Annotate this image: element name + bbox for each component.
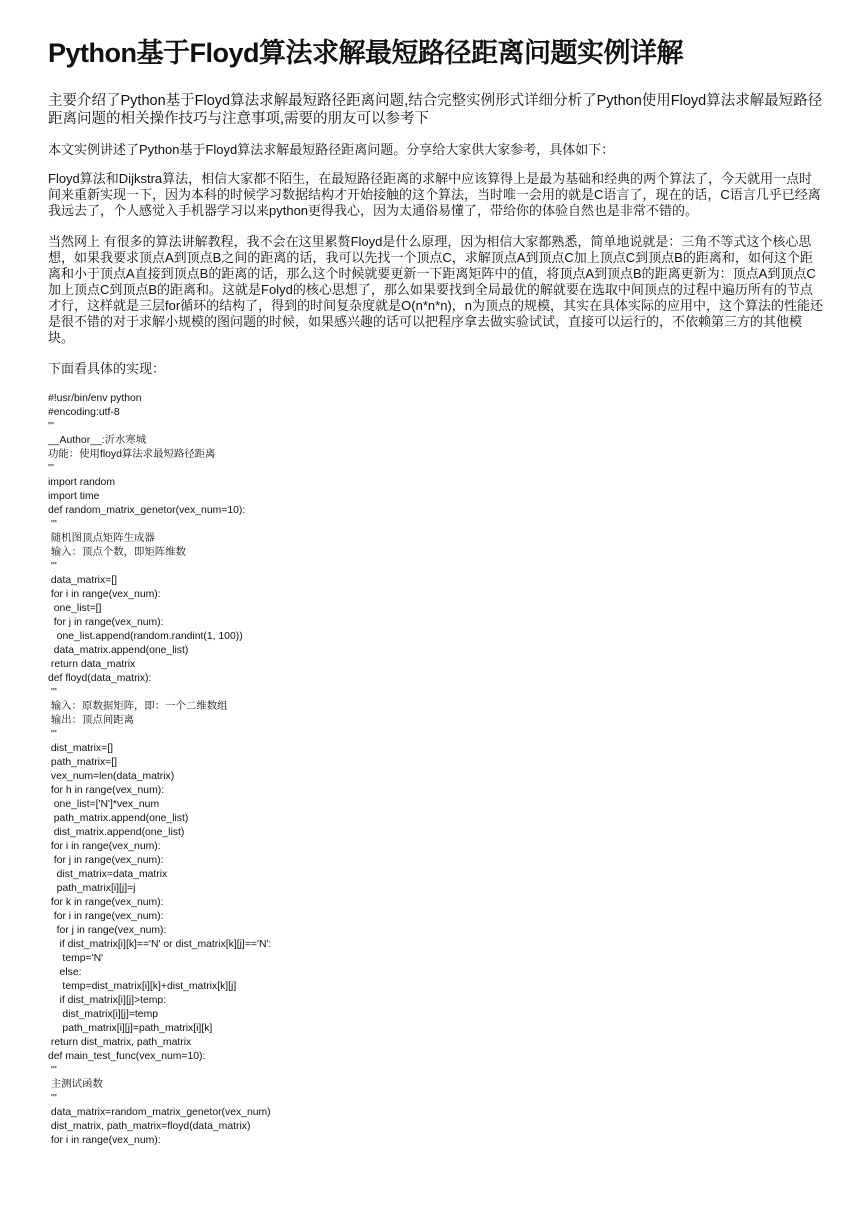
code-line: data_matrix=[] [48, 575, 118, 586]
body-paragraph: 当然网上 有很多的算法讲解教程，我不会在这里累赘Floyd是什么原理，因为相信大家都熟悉，简单地说就是：三角不等式这个核心思想，如果我要求顶点A到顶点B之间的距离的话，我可以先找一个顶点C，求解顶点A到顶点C加上顶点C到顶点B的距离和，如何这个距离和小于顶点A直接到顶点B的距离的话，那么这个时候就要更新一下距离矩阵中的值，将顶点A到顶点B的距离更新为：顶点A到顶点C加上顶点C到顶点B的距离和。这就是Folyd的核心思想了，那么如果要找到全局最优的解就要在选取中间顶点的过程中遍历所有的节点才行，这样就是三层for循环的结构了，得到的时间复杂度就是O(n*n*n)，n为顶点的规模，其实在具体实际的应用中，这个算法的性能还是很不错的对于求解小规模的图问题的时候，如果感兴趣的话可以把程序拿去做实验试试，直接可以运行的，不依赖第三方的其他模块。 [48, 234, 823, 345]
code-line: ''' [48, 729, 57, 740]
code-line: path_matrix[i][j]=path_matrix[i][k] [48, 1023, 213, 1034]
code-line: for j in range(vex_num): [48, 925, 167, 936]
code-line: __Author__:沂水寒城 [48, 435, 147, 446]
code-line: ''' [48, 561, 57, 572]
article [48, 34, 823, 1148]
code-line: one_list.append(random.randint(1, 100)) [48, 631, 243, 642]
code-line: dist_matrix.append(one_list) [48, 827, 185, 838]
code-line: #!usr/bin/env python [48, 393, 142, 404]
code-line: path_matrix.append(one_list) [48, 813, 189, 824]
code-line: import time [48, 491, 100, 502]
code-line: for j in range(vex_num): [48, 617, 164, 628]
code-line: return dist_matrix, path_matrix [48, 1037, 192, 1048]
code-line: dist_matrix=data_matrix [48, 869, 168, 880]
code-line: else: [48, 967, 82, 978]
article-summary: 主要介绍了Python基于Floyd算法求解最短路径距离问题,结合完整实例形式详细分析了Python使用Floyd算法求解最短路径距离问题的相关操作技巧与注意事项,需要的朋友可以参考下 [48, 93, 823, 127]
code-line: for j in range(vex_num): [48, 855, 164, 866]
code-line: ''' [48, 519, 57, 530]
code-line: temp=dist_matrix[i][k]+dist_matrix[k][j] [48, 981, 237, 992]
code-line: for k in range(vex_num): [48, 897, 164, 908]
code-line: for i in range(vex_num): [48, 589, 161, 600]
code-line: ''' [48, 1065, 57, 1076]
code-line: one_list=[] [48, 603, 102, 614]
code-line: for h in range(vex_num): [48, 785, 165, 796]
code-line: ''' [48, 1093, 57, 1104]
code-line: data_matrix=random_matrix_genetor(vex_num) [48, 1107, 271, 1118]
code-line: dist_matrix[i][j]=temp [48, 1009, 158, 1020]
code-line: for i in range(vex_num): [48, 911, 164, 922]
code-line: path_matrix[i][j]=j [48, 883, 136, 894]
code-line: data_matrix.append(one_list) [48, 645, 189, 656]
code-line: 输出：顶点间距离 [48, 715, 135, 726]
code-line: def random_matrix_genetor(vex_num=10): [48, 505, 246, 516]
code-line: if dist_matrix[i][k]=='N' or dist_matrix[k][j]=='N': [48, 939, 272, 950]
code-line: vex_num=len(data_matrix) [48, 771, 175, 782]
code-line: 输入：原数据矩阵，即：一个二维数组 [48, 701, 228, 712]
code-line: dist_matrix=[] [48, 743, 113, 754]
code-line: temp='N' [48, 953, 104, 964]
intro-paragraph: 本文实例讲述了Python基于Floyd算法求解最短路径距离问题。分享给大家供大家参考，具体如下： [48, 142, 615, 157]
code-line: import random [48, 477, 115, 488]
code-line: def floyd(data_matrix): [48, 673, 152, 684]
code-line: def main_test_func(vex_num=10): [48, 1051, 206, 1062]
code-line: return data_matrix [48, 659, 136, 670]
code-line: if dist_matrix[i][j]>temp: [48, 995, 167, 1006]
code-line: dist_matrix, path_matrix=floyd(data_matrix) [48, 1121, 251, 1132]
body-paragraph: 下面看具体的实现： [48, 361, 166, 376]
code-line: for i in range(vex_num): [48, 1135, 161, 1146]
code-line: 输入：顶点个数，即矩阵维数 [48, 547, 186, 558]
code-line: ''' [48, 421, 54, 432]
code-line: path_matrix=[] [48, 757, 118, 768]
code-line: 主测试函数 [48, 1079, 103, 1090]
code-line: ''' [48, 463, 54, 474]
code-line: 功能：使用floyd算法求最短路径距离 [48, 449, 216, 460]
code-block [48, 392, 823, 1148]
body-paragraph: Floyd算法和Dijkstra算法，相信大家都不陌生，在最短路径距离的求解中应该算得上是最为基础和经典的两个算法了，今天就用一点时间来重新实现一下，因为本科的时候学习数据结构才开始接触的这个算法，当时唯一会用的就是C语言了，现在的话，C语言几乎已经离我远去了，个人感觉入手机器学习以来python更得我心，因为太通俗易懂了，带给你的体验自然也是非常不错的。 [48, 171, 821, 218]
code-line: #encoding:utf-8 [48, 407, 120, 418]
code-line: 随机图顶点矩阵生成器 [48, 533, 155, 544]
code-line: one_list=['N']*vex_num [48, 799, 160, 810]
code-line: for i in range(vex_num): [48, 841, 161, 852]
code-line: ''' [48, 687, 57, 698]
article-title: Python基于Floyd算法求解最短路径距离问题实例详解 [48, 38, 683, 68]
